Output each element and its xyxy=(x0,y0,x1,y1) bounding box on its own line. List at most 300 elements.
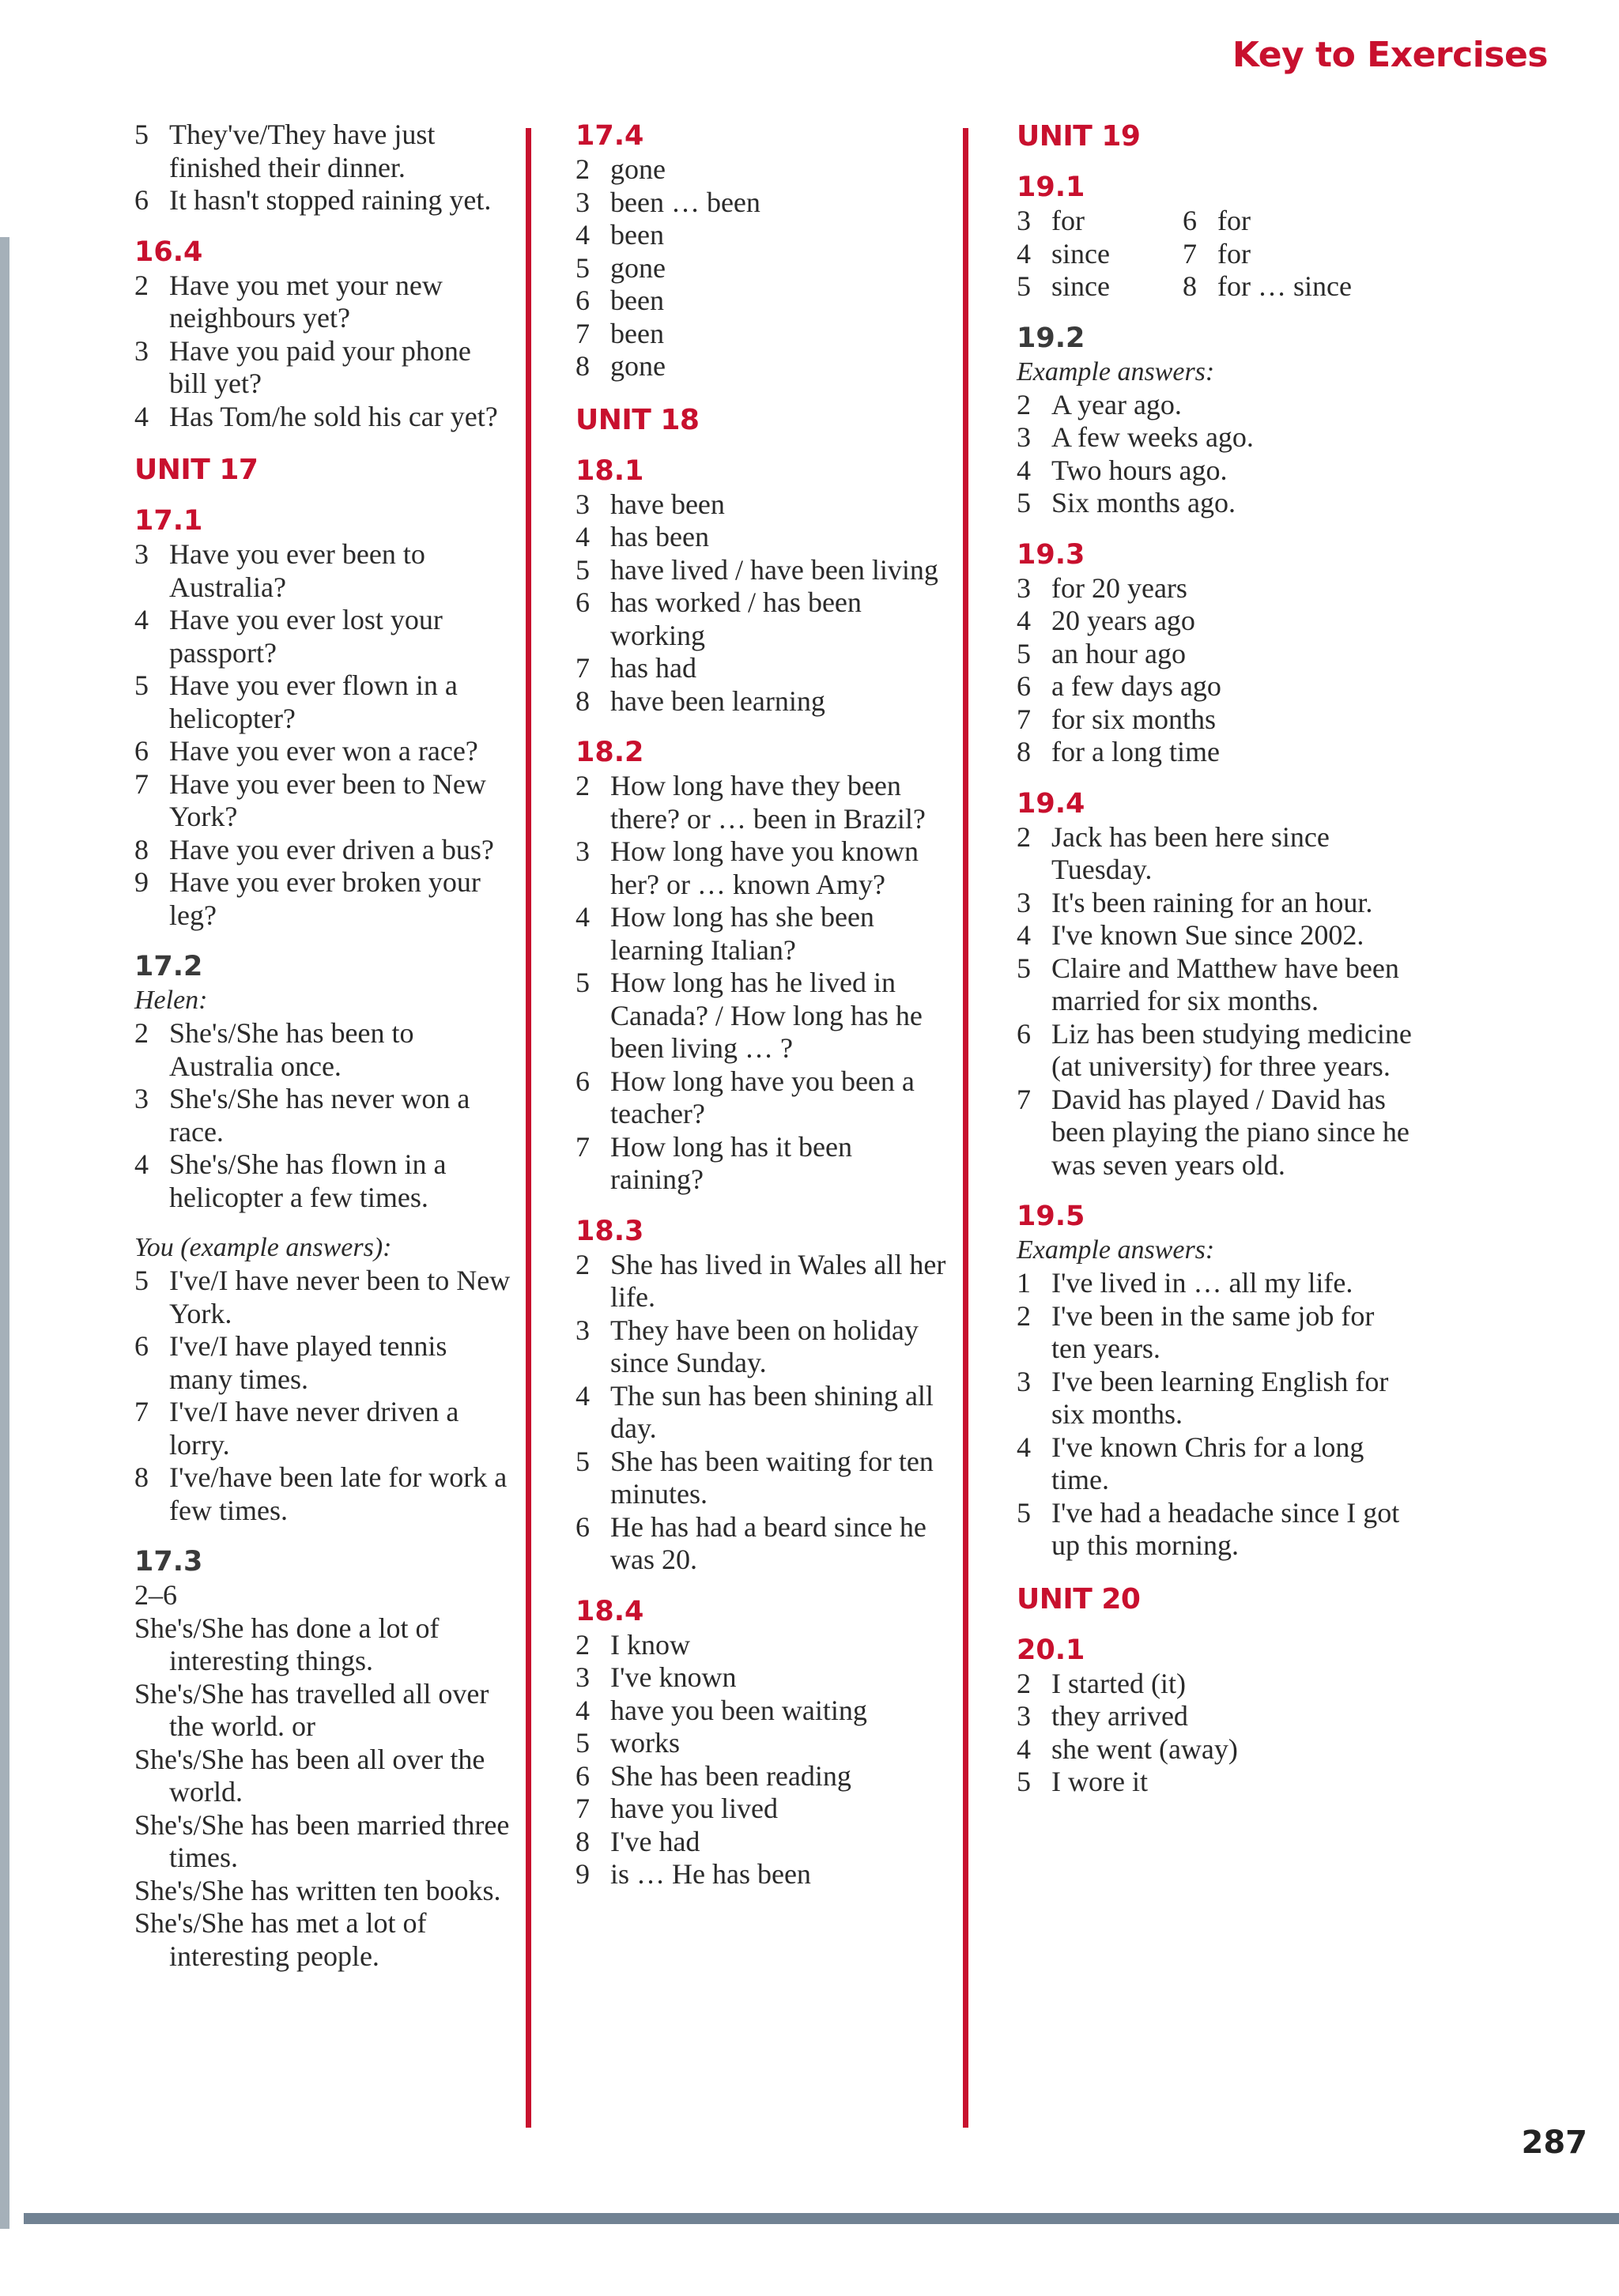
answer-text: She's/She has never won a race. xyxy=(169,1083,470,1148)
answer-number: 5 xyxy=(1017,1766,1031,1797)
answer-number: 1 xyxy=(1017,1267,1031,1299)
answer-number: 2 xyxy=(576,153,590,185)
answer-text: have you lived xyxy=(610,1793,778,1824)
answer-number: 3 xyxy=(576,835,590,867)
answer-item xyxy=(1017,638,1412,671)
answer-text: for a long time xyxy=(1051,736,1220,767)
answer-item xyxy=(1017,1084,1412,1182)
answer-number: 6 xyxy=(576,1759,590,1792)
answer-number: 4 xyxy=(134,400,149,432)
answer-number: 3 xyxy=(1017,421,1031,453)
answer-text: A few weeks ago. xyxy=(1051,421,1254,453)
answer-text: for xyxy=(1217,237,1251,270)
answer-list xyxy=(134,1265,514,1527)
answer-item xyxy=(576,1131,947,1197)
answer-item xyxy=(576,1446,947,1511)
answer-text: have been learning xyxy=(610,684,825,717)
exercise-number: 19.5 xyxy=(1017,1201,1085,1232)
answer-item xyxy=(134,866,514,932)
exercise-block xyxy=(1017,170,1412,303)
answer-list xyxy=(134,119,514,217)
answer-item xyxy=(1017,1700,1412,1733)
answer-item xyxy=(576,1629,947,1662)
answer-text: I've/I have played tennis many times. xyxy=(169,1330,447,1395)
answer-item xyxy=(576,1065,947,1131)
answer-line: She's/She has done a lot of interesting things. xyxy=(134,1612,440,1676)
answer-number: 5 xyxy=(134,669,149,701)
answer-line: She's/She has been all over the world. xyxy=(134,1743,485,1808)
answer-text: Six months ago. xyxy=(1051,487,1236,518)
answer-text: been xyxy=(610,285,664,316)
answer-number: 7 xyxy=(134,767,149,800)
answer-item xyxy=(134,834,514,867)
answer-list xyxy=(1017,389,1412,520)
answer-text: is … He has been xyxy=(610,1858,811,1890)
answer-line: She's/She has travelled all over the world. or xyxy=(134,1677,489,1742)
instruction-note: Example answers: xyxy=(1017,356,1215,386)
answer-number: 8 xyxy=(576,684,590,717)
answer-item xyxy=(576,285,947,318)
answer-item xyxy=(1017,1018,1412,1084)
answer-text: I know xyxy=(610,1628,690,1661)
answer-text: I've lived in … all my life. xyxy=(1051,1267,1353,1299)
answer-line: She's/She has been married three times. xyxy=(134,1808,510,1873)
answer-number: 3 xyxy=(134,1083,149,1114)
unit-heading: UNIT 19 xyxy=(1017,120,1141,153)
answer-text: Have you ever won a race? xyxy=(169,735,478,767)
answer-text: He has had a beard since he was 20. xyxy=(610,1510,926,1575)
answer-item xyxy=(576,350,947,383)
answer-item xyxy=(134,1330,514,1396)
exercise-number: 18.1 xyxy=(576,454,644,487)
answer-text: It hasn't stopped raining yet. xyxy=(169,184,492,216)
answer-text: Have you ever flown in a helicopter? xyxy=(169,669,458,734)
answer-text: Have you ever driven a bus? xyxy=(169,833,494,865)
answer-list xyxy=(134,538,514,932)
answer-item xyxy=(576,1858,947,1891)
answer-text: Liz has been studying medicine (at university) for three years. xyxy=(1051,1017,1412,1082)
answer-item xyxy=(1017,1733,1412,1766)
answer-list xyxy=(134,1017,514,1214)
answer-number: 3 xyxy=(134,334,149,367)
answer-number: 5 xyxy=(576,251,590,284)
answer-item xyxy=(134,1148,514,1214)
answer-number: 6 xyxy=(134,735,149,767)
answer-text: Has Tom/he sold his car yet? xyxy=(169,400,498,432)
answer-text: They have been on holiday since Sunday. xyxy=(610,1314,919,1378)
answer-text: have you been waiting xyxy=(610,1694,867,1726)
answer-item xyxy=(1017,1668,1412,1701)
answer-number: 5 xyxy=(576,1727,590,1759)
exercise-number: 17.2 xyxy=(134,951,203,982)
answer-item xyxy=(134,735,514,768)
answer-grid xyxy=(1017,205,1412,303)
answer-number: 6 xyxy=(1017,670,1031,702)
answer-number: 3 xyxy=(1017,571,1031,604)
answer-text: has had xyxy=(610,652,696,684)
answer-item xyxy=(1017,703,1412,737)
answer-number: 5 xyxy=(1017,952,1031,984)
answer-list xyxy=(1017,821,1412,1182)
answer-number: 6 xyxy=(576,1510,590,1543)
answer-number: 7 xyxy=(576,652,590,684)
answer-text: been xyxy=(610,219,664,251)
answer-item xyxy=(576,153,947,187)
answer-item xyxy=(576,1661,947,1695)
answer-text: for xyxy=(1051,205,1085,236)
answer-text: I wore it xyxy=(1051,1766,1148,1797)
answer-list xyxy=(576,1629,947,1891)
answer-item xyxy=(1017,1766,1412,1799)
exercise-number: 17.4 xyxy=(576,120,644,152)
answer-text: Have you ever broken your leg? xyxy=(169,866,481,931)
answer-number: 6 xyxy=(576,1065,590,1097)
answer-number: 6 xyxy=(1183,205,1197,236)
exercise-block xyxy=(134,503,514,932)
answer-text: an hour ago xyxy=(1051,637,1186,669)
answer-number: 8 xyxy=(134,833,149,865)
answer-item xyxy=(1017,1497,1412,1563)
answer-number: 2 xyxy=(1017,388,1031,420)
answer-number: 5 xyxy=(576,1445,590,1477)
answer-item xyxy=(134,270,514,335)
answer-number: 2 xyxy=(134,1017,149,1049)
answer-number: 2 xyxy=(576,1628,590,1661)
answer-text: for six months xyxy=(1051,703,1217,735)
answer-item xyxy=(134,1265,514,1330)
answer-text: How long has it been raining? xyxy=(610,1130,852,1195)
answer-number: 8 xyxy=(1017,736,1031,767)
answer-text: have been xyxy=(610,488,725,520)
answer-number: 4 xyxy=(576,901,590,933)
answer-text: Two hours ago. xyxy=(1051,454,1228,486)
answer-number: 6 xyxy=(134,184,149,216)
exercise-number: 16.4 xyxy=(134,236,203,268)
answer-text: for xyxy=(1217,205,1251,236)
answer-text: has worked / has been working xyxy=(610,586,862,651)
answer-list xyxy=(134,270,514,434)
answer-number: 5 xyxy=(1017,270,1031,302)
exercise-block xyxy=(1017,1633,1412,1799)
answer-item xyxy=(1017,572,1412,605)
answer-item xyxy=(576,252,947,285)
answer-text: I've known Chris for a long time. xyxy=(1051,1431,1364,1495)
answer-number: 3 xyxy=(576,186,590,218)
answer-item xyxy=(576,187,947,220)
unit-heading: UNIT 17 xyxy=(134,454,259,486)
page-header-title: Key to Exercises xyxy=(1232,35,1548,75)
answer-text: She's/She has flown in a helicopter a few times. xyxy=(169,1148,447,1213)
exercise-block xyxy=(576,119,947,383)
answer-text: since xyxy=(1051,270,1110,302)
answer-number: 7 xyxy=(576,1130,590,1163)
answer-text: How long has he lived in Canada? / How long has he been living … ? xyxy=(610,967,923,1064)
answer-number: 4 xyxy=(1017,454,1031,486)
answer-item xyxy=(576,1314,947,1380)
answer-number: 7 xyxy=(1017,1083,1031,1115)
exercise-number: 19.1 xyxy=(1017,172,1085,203)
answer-number: 2 xyxy=(1017,820,1031,853)
answer-item xyxy=(576,1695,947,1728)
answer-item xyxy=(576,521,947,554)
answer-text: They've/They have just finished their dinner. xyxy=(169,119,436,183)
answer-item xyxy=(134,184,514,217)
answer-number: 3 xyxy=(1017,1700,1031,1732)
instruction-note: You (example answers): xyxy=(134,1233,392,1262)
answer-item xyxy=(576,1380,947,1446)
answer-item xyxy=(1017,421,1412,454)
answer-item xyxy=(1017,1267,1412,1300)
exercise-number: 19.3 xyxy=(1017,538,1085,571)
answer-number: 9 xyxy=(134,866,149,898)
answer-number: 8 xyxy=(576,1825,590,1857)
exercise-block xyxy=(1017,537,1412,769)
answer-text: has been xyxy=(610,521,709,552)
answer-text: I've known xyxy=(610,1661,737,1693)
answer-number: 4 xyxy=(576,219,590,251)
answer-number: 5 xyxy=(576,967,590,998)
answer-number: 3 xyxy=(576,1314,590,1346)
answer-text: been … been xyxy=(610,186,760,218)
answer-item xyxy=(576,1793,947,1826)
answer-number: 4 xyxy=(576,521,590,552)
answer-item xyxy=(576,554,947,587)
scan-edge-left xyxy=(0,237,9,2229)
exercise-number: 18.2 xyxy=(576,737,644,768)
unit-heading: UNIT 18 xyxy=(576,403,700,436)
exercise-number: 19.2 xyxy=(1017,322,1085,354)
answer-text: I've/I have never driven a lorry. xyxy=(169,1396,459,1461)
exercise-number: 17.1 xyxy=(134,505,203,537)
answer-item xyxy=(576,488,947,522)
answer-number: 3 xyxy=(1017,886,1031,918)
answer-item xyxy=(576,318,947,351)
answer-text: I've/have been late for work a few times. xyxy=(169,1461,508,1526)
column-divider-1 xyxy=(526,128,531,2128)
answer-item xyxy=(1017,821,1412,887)
answer-item xyxy=(576,652,947,685)
column-divider-2 xyxy=(963,128,968,2128)
answer-number: 5 xyxy=(134,119,149,150)
answer-column-3 xyxy=(1017,119,1412,1816)
answer-text: gone xyxy=(610,153,666,185)
answer-column-2 xyxy=(576,119,947,1909)
answer-list xyxy=(1017,1668,1412,1799)
answer-text: I started (it) xyxy=(1051,1667,1186,1699)
answer-text: works xyxy=(610,1727,680,1759)
answer-item xyxy=(1017,487,1412,520)
answer-item xyxy=(1183,205,1412,238)
answer-text: gone xyxy=(610,251,666,284)
answer-line: She's/She has met a lot of interesting people. xyxy=(134,1907,427,1972)
exercise-number: 18.4 xyxy=(576,1595,644,1627)
exercise-block xyxy=(134,949,514,1214)
scan-edge-bottom xyxy=(24,2213,1619,2224)
answer-column-1 xyxy=(134,119,514,1990)
answer-text: I've been in the same job for ten years. xyxy=(1051,1299,1375,1364)
page-number: 287 xyxy=(1521,2124,1587,2161)
answer-number: 3 xyxy=(134,538,149,570)
answer-item xyxy=(576,219,947,252)
answer-text: have lived / have been living xyxy=(610,553,938,586)
answer-item xyxy=(1017,670,1412,703)
exercise-block xyxy=(1017,1199,1412,1563)
answer-item xyxy=(134,401,514,434)
answer-number: 7 xyxy=(134,1396,149,1427)
answer-number: 4 xyxy=(134,604,149,635)
exercise-block xyxy=(576,454,947,718)
answer-text: she went (away) xyxy=(1051,1732,1238,1765)
exercise-number: 17.3 xyxy=(134,1546,203,1578)
answer-number: 4 xyxy=(576,1379,590,1412)
answer-number: 2 xyxy=(576,1248,590,1280)
answer-number: 7 xyxy=(1183,237,1197,270)
answer-number: 3 xyxy=(576,488,590,520)
answer-item xyxy=(134,604,514,669)
instruction-note: Example answers: xyxy=(1017,1235,1215,1265)
answer-number: 4 xyxy=(1017,919,1031,951)
answer-number: 5 xyxy=(576,553,590,586)
exercise-number: 18.3 xyxy=(576,1215,644,1247)
answer-item xyxy=(576,1826,947,1859)
answer-item xyxy=(1017,389,1412,422)
answer-item xyxy=(576,835,947,901)
answer-number: 9 xyxy=(576,1858,590,1890)
exercise-block xyxy=(134,235,514,434)
answer-item xyxy=(1183,238,1412,271)
answer-text: She has been waiting for ten minutes. xyxy=(610,1445,934,1510)
answer-item xyxy=(1183,270,1412,303)
answer-item xyxy=(1017,454,1412,488)
answer-item xyxy=(1017,1431,1412,1497)
exercise-block xyxy=(1017,321,1412,520)
answer-list xyxy=(1017,572,1412,769)
answer-item xyxy=(134,1083,514,1148)
answer-text: The sun has been shining all day. xyxy=(610,1379,934,1444)
answer-text: I've been learning English for six months. xyxy=(1051,1365,1389,1430)
answer-list xyxy=(576,153,947,383)
answer-text: been xyxy=(610,317,664,349)
answer-text: Claire and Matthew have been married for six months. xyxy=(1051,952,1399,1016)
answer-item xyxy=(576,586,947,652)
answer-number: 4 xyxy=(1017,237,1031,270)
answer-item xyxy=(134,768,514,834)
answer-number: 2 xyxy=(576,770,590,801)
answer-item xyxy=(1017,736,1412,769)
answer-item xyxy=(1017,605,1412,638)
answer-text: for 20 years xyxy=(1051,571,1187,604)
answer-item xyxy=(1017,238,1183,271)
answer-item xyxy=(134,1396,514,1461)
answer-number: 4 xyxy=(1017,1732,1031,1765)
answer-item xyxy=(1017,1300,1412,1366)
answer-text: Jack has been here since Tuesday. xyxy=(1051,820,1330,885)
answer-item xyxy=(134,669,514,735)
answer-list xyxy=(1017,1267,1412,1563)
answer-text: Have you ever lost your passport? xyxy=(169,604,443,669)
exercise-number: 20.1 xyxy=(1017,1634,1085,1666)
answer-item xyxy=(576,967,947,1065)
answer-item xyxy=(1017,919,1412,952)
answer-item xyxy=(576,1249,947,1314)
answer-number: 7 xyxy=(576,1793,590,1824)
answer-text: Have you paid your phone bill yet? xyxy=(169,334,471,399)
answer-text: they arrived xyxy=(1051,1700,1188,1732)
answer-number: 5 xyxy=(134,1265,149,1296)
answer-list xyxy=(576,770,947,1197)
answer-number: 6 xyxy=(1017,1017,1031,1050)
answer-text: Have you ever been to Australia? xyxy=(169,538,425,603)
exercise-block xyxy=(576,735,947,1197)
answer-number: 8 xyxy=(576,350,590,382)
answer-text: It's been raining for an hour. xyxy=(1051,886,1373,918)
answer-number: 2 xyxy=(1017,1299,1031,1332)
answer-text: for … since xyxy=(1217,270,1352,302)
answer-item xyxy=(576,1511,947,1577)
answer-item xyxy=(1017,952,1412,1018)
answer-item xyxy=(134,119,514,184)
answer-line: She's/She has written ten books. xyxy=(134,1874,501,1906)
answer-text: How long has she been learning Italian? xyxy=(610,901,874,966)
answer-item xyxy=(576,1760,947,1793)
answer-item xyxy=(576,1727,947,1760)
answer-number: 5 xyxy=(1017,1496,1031,1529)
instruction-note: Helen: xyxy=(134,986,208,1015)
answer-text: I've had a headache since I got up this morning. xyxy=(1051,1496,1400,1561)
answer-number: 3 xyxy=(1017,205,1031,236)
answer-text: 20 years ago xyxy=(1051,605,1195,636)
answer-number: 7 xyxy=(576,317,590,349)
exercise-block xyxy=(576,1594,947,1891)
answer-number: 4 xyxy=(576,1694,590,1726)
answer-text: I've known Sue since 2002. xyxy=(1051,919,1364,951)
answer-item xyxy=(134,1461,514,1527)
answer-text: How long have you known her? or … known Amy? xyxy=(610,835,919,900)
answer-item xyxy=(134,335,514,401)
answer-number: 6 xyxy=(576,586,590,618)
answer-text: How long have they been there? or … been in Brazil? xyxy=(610,770,926,835)
exercise-number: 19.4 xyxy=(1017,787,1085,820)
answer-item xyxy=(134,1017,514,1083)
answer-text: gone xyxy=(610,350,666,382)
answer-list xyxy=(576,488,947,718)
answer-number: 5 xyxy=(1017,637,1031,669)
answer-number: 4 xyxy=(1017,1431,1031,1463)
answer-text: She has lived in Wales all her life. xyxy=(610,1248,946,1313)
answer-item xyxy=(576,770,947,835)
answer-item xyxy=(576,901,947,967)
answer-list xyxy=(576,1249,947,1577)
exercise-block xyxy=(134,1544,514,1973)
answer-text: How long have you been a teacher? xyxy=(610,1065,915,1129)
answer-text: Have you ever been to New York? xyxy=(169,767,486,832)
answer-item xyxy=(1017,205,1183,238)
exercise-block xyxy=(576,1214,947,1577)
answer-number: 2 xyxy=(134,269,149,301)
exercise-block xyxy=(134,119,514,217)
answer-number: 6 xyxy=(134,1330,149,1362)
answer-number: 4 xyxy=(134,1148,149,1180)
answer-text: I've/I have never been to New York. xyxy=(169,1265,511,1329)
answer-number: 6 xyxy=(576,285,590,316)
exercise-block xyxy=(1017,786,1412,1182)
answer-item xyxy=(134,538,514,604)
answer-text: Have you met your new neighbours yet? xyxy=(169,269,443,334)
answer-number: 4 xyxy=(1017,605,1031,636)
answer-number: 5 xyxy=(1017,487,1031,518)
answer-number: 2 xyxy=(1017,1667,1031,1699)
answer-text: a few days ago xyxy=(1051,670,1221,702)
